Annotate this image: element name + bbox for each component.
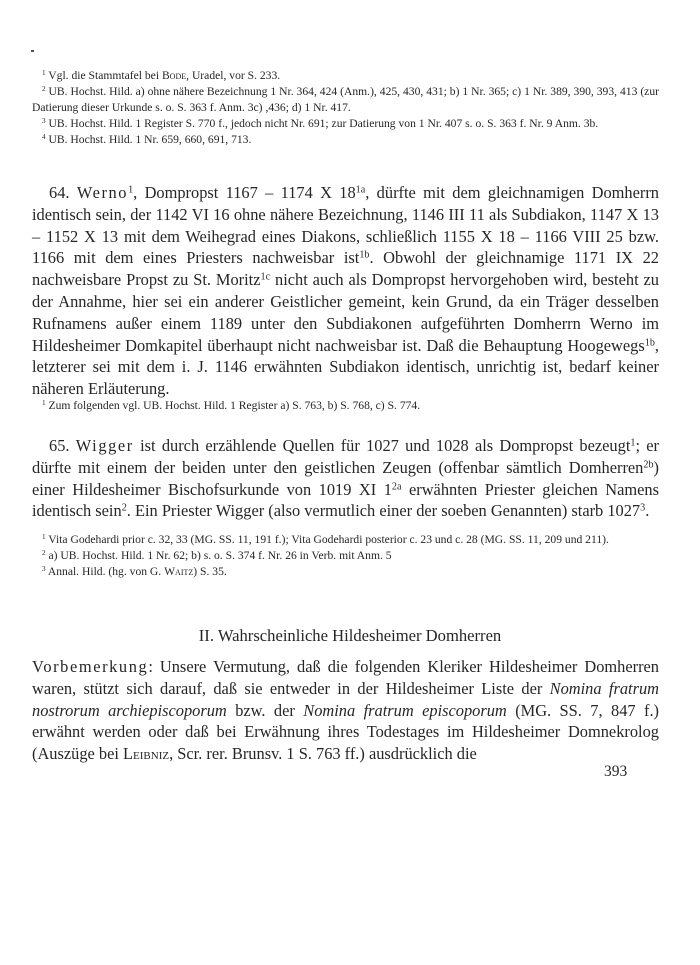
footnote-3: $^3$ UB. Hochst. Hild. 1 Register S. 770 f., jedoch nicht Nr. 691; zur Datierung von 1 Nr. 407 s. o. S. 363 f. Nr. 9 Anm. 3b.	[42, 117, 599, 130]
entry-65-name: Wigger	[75, 436, 134, 455]
top-footnotes	[32, 68, 659, 148]
section-preface	[32, 656, 659, 765]
entry-64-name: Werno	[76, 183, 129, 202]
entry-65-text: 65. Wigger ist durch erzählende Quellen für 1027 und 1028 als Dompropst bezeugt$^1$; er dürfte mit einem der beiden unter den geistlichen Zeugen (offenbar sämtlich Domherren$^{2b}$) einer Hildesheimer Bischofsurkunde von 1019 XI $1^{2a}$ erwähnten Priester gleichen Namens identisch sein$^2$. Ein Priester Wigger (also vermutlich einer der soeben Genannten) starb 1027$^3$.	[32, 436, 659, 521]
stray-mark	[31, 50, 34, 52]
preface-lead: Vorbemerkung	[32, 657, 149, 676]
entry-64-footnote: $^1$ Zum folgenden vgl. UB. Hochst. Hild. 1 Register a) S. 763, b) S. 768, c) S. 774.	[42, 399, 421, 412]
entry-64	[32, 182, 659, 400]
entry-65-footnote-2: $^2$ a) UB. Hochst. Hild. 1 Nr. 62; b) s. o. S. 374 f. Nr. 26 in Verb. mit Anm. 5	[42, 549, 392, 562]
entry-64-text: 64. Werno$^1$, Dompropst 1167 – 1174 X $18^{1a}$, dürfte mit dem gleichnamigen Domherrn identisch sein, der 1142 VI 16 ohne nähere Bezeichnung, 1146 III 11 als Subdiakon, 1147 X 13 – 1152 X 13 mit dem Weihegrad eines Diakons, schließlich 1155 X 18 – 1166 VIII 25 bzw. 1166 mit dem eines Priesters nachweisbar ist$^{1b}$. Obwohl der gleichnamige 1171 IX 22 nachweisbare Propst zu St. Moritz$^{1c}$ nicht auch als Dompropst hervorgehoben wird, besteht zu der Annahme, hier sei ein anderer Geistlicher gemeint, kein Grund, da ein Träger desselben Rufnamens außer einem 1189 unter den Subdiakonen aufgeführten Domherrn Werno im Hildesheimer Domkapitel überhaupt nicht nachweisbar ist. Daß die Behauptung Hoogewegs$^{1b}$, letzterer sei mit dem i. J. 1146 erwähnten Subdiakon identisch, unrichtig ist, bedarf keiner näheren Erläuterung.	[32, 183, 659, 399]
entry-65-footnote-1: $^1$ Vita Godehardi prior c. 32, 33 (MG. SS. 11, 191 f.); Vita Godehardi posterior c. 23 und c. 28 (MG. SS. 11, 209 und 211).	[42, 533, 609, 546]
entry-65-footnotes	[32, 532, 659, 580]
preface-text: Vorbemerkung: Unsere Vermutung, daß die folgenden Kleriker Hildesheimer Domherren waren, stützt sich darauf, daß sie entweder in der Hildesheimer Liste der Nomina fratrum nostrorum archiepiscoporum bzw. der Nomina fratrum episcoporum (MG. SS. 7, 847 f.) erwähnt werden oder daß bei Erwähnung ihres Todestages im Hildesheimer Domnekrolog (Auszüge bei Leibniz, Scr. rer. Brunsv. 1 S. 763 ff.) ausdrücklich die	[32, 657, 660, 764]
page-number: 393	[604, 763, 628, 780]
entry-65-footnote-3: $^3$ Annal. Hild. (hg. von G. Waitz) S. 35.	[42, 565, 227, 578]
entry-65	[32, 435, 659, 522]
section-heading: II. Wahrscheinliche Hildesheimer Domherren	[198, 626, 502, 645]
footnote-4: $^4$ UB. Hochst. Hild. 1 Nr. 659, 660, 691, 713.	[42, 133, 252, 146]
footnote-1: $^1$ Vgl. die Stammtafel bei Bode, Uradel, vor S. 233.	[42, 69, 281, 82]
footnote-2: $^2$ UB. Hochst. Hild. a) ohne nähere Bezeichnung 1 Nr. 364, 424 (Anm.), 425, 430, 431; b) 1 Nr. 365; c) 1 Nr. 389, 390, 393, 413 (zur Datierung dieser Urkunde s. o. S. 363 f. Anm. 3c) ,436; d) 1 Nr. 417.	[32, 85, 659, 114]
